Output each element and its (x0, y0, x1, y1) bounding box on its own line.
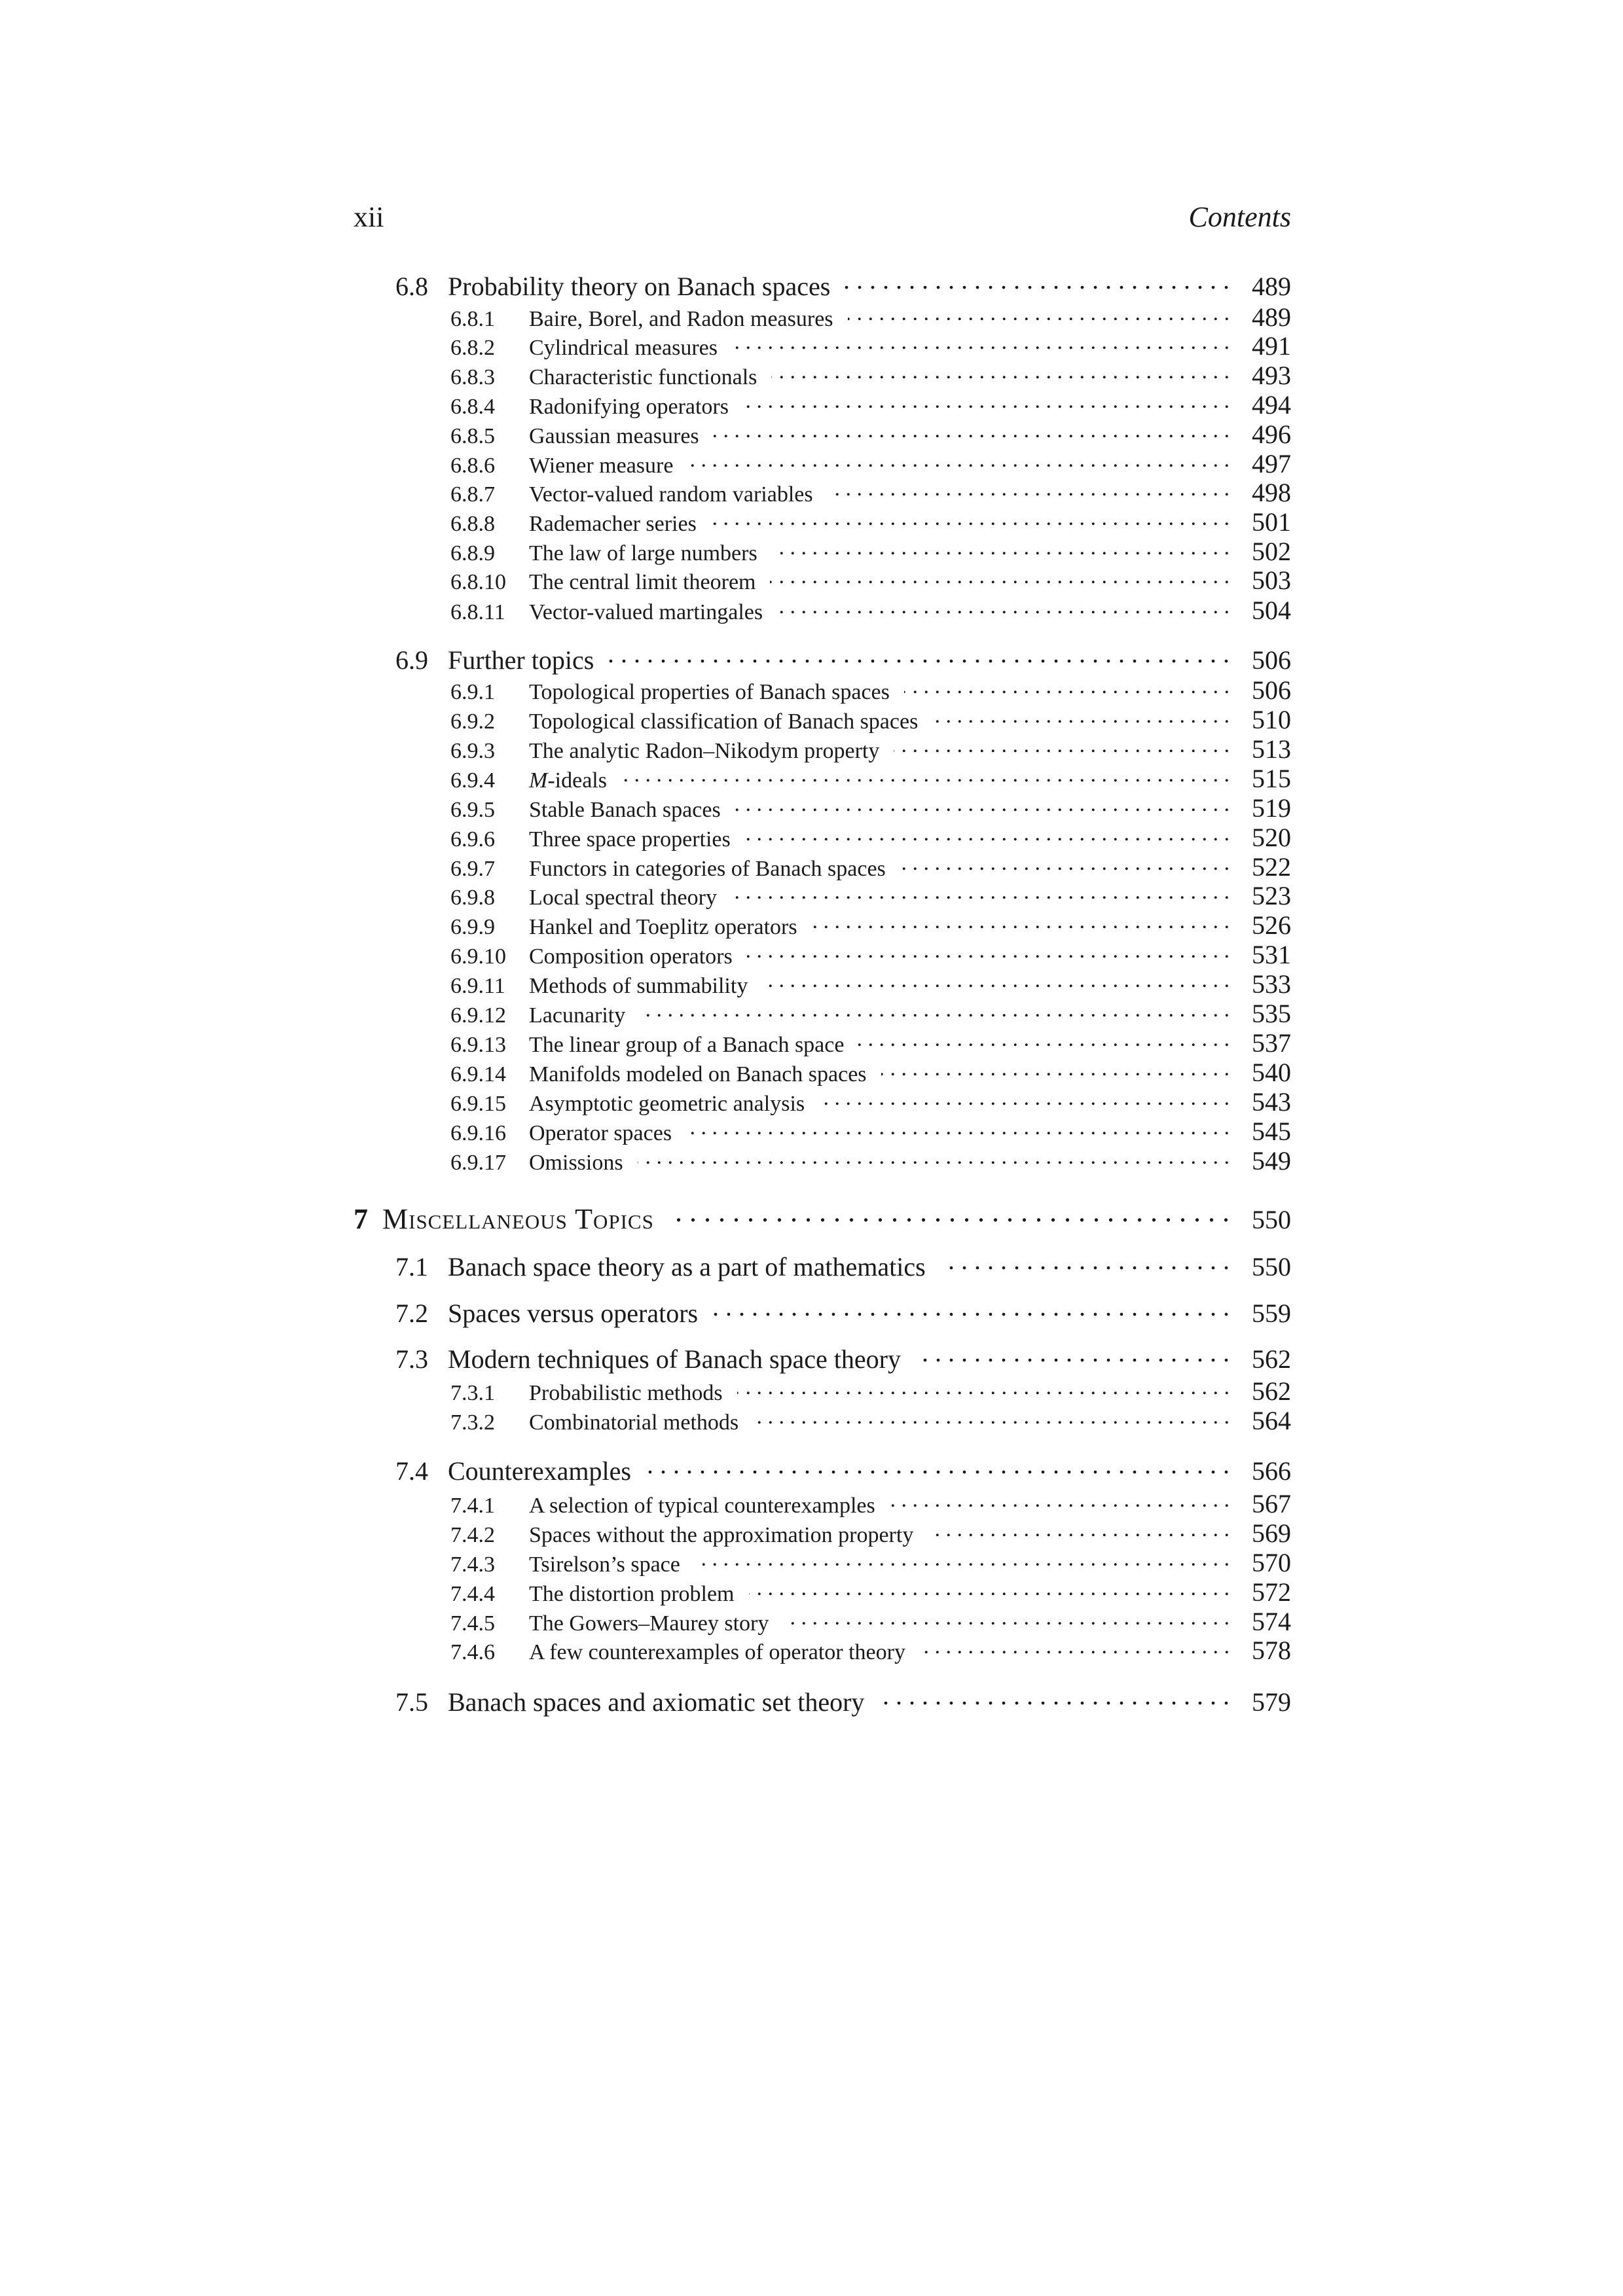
toc-page-number: 562 (1252, 1376, 1291, 1406)
toc-page-number: 519 (1252, 793, 1291, 823)
toc-subsection[interactable] (354, 1517, 1291, 1549)
toc-leader-dots (714, 418, 1230, 443)
toc-leader-dots (819, 1086, 1230, 1111)
toc-subsection[interactable] (354, 939, 1291, 970)
toc-leader-dots (731, 880, 1230, 905)
toc-title: Miscellaneous Topics (382, 1203, 654, 1235)
toc-subsection[interactable] (354, 564, 1291, 596)
toc-chapter[interactable] (354, 1195, 1291, 1236)
toc-number: 6.8.9 (450, 541, 495, 565)
toc-title: Probabilistic methods (529, 1381, 723, 1405)
toc-section[interactable] (354, 1291, 1291, 1329)
toc-subsection[interactable] (354, 359, 1291, 391)
toc-number: 7.1 (395, 1252, 428, 1282)
toc-page-number: 535 (1252, 999, 1291, 1028)
toc-page-number: 515 (1252, 764, 1291, 793)
toc-title: Omissions (529, 1151, 623, 1175)
toc-page-number: 567 (1252, 1489, 1291, 1518)
toc-subsection[interactable] (354, 418, 1291, 450)
toc-number: 6.8.10 (450, 570, 506, 594)
toc-title: Hankel and Toeplitz operators (529, 915, 797, 939)
toc-subsection[interactable] (354, 1115, 1291, 1147)
toc-title: A few counterexamples of operator theory (529, 1640, 905, 1664)
toc-leader-dots (668, 1195, 1230, 1229)
toc-number: 6.9.17 (450, 1151, 506, 1175)
toc-title: Methods of summability (529, 974, 748, 998)
toc-page-number: 543 (1252, 1087, 1291, 1117)
running-header (354, 200, 1291, 237)
toc-number: 7.2 (395, 1299, 428, 1328)
toc-section[interactable] (354, 1337, 1291, 1374)
toc-leader-dots (638, 1145, 1230, 1170)
toc-subsection[interactable] (354, 997, 1291, 1029)
toc-number: 6.9.6 (450, 827, 495, 852)
toc-page-number: 496 (1252, 420, 1291, 449)
toc-subsection[interactable] (354, 704, 1291, 735)
toc-number: 7.4.6 (450, 1640, 495, 1664)
toc-leader-dots (640, 997, 1230, 1022)
toc-subsection[interactable] (354, 389, 1291, 420)
toc-page-number: 526 (1252, 910, 1291, 940)
toc-leader-dots (770, 564, 1230, 589)
toc-subsection[interactable] (354, 909, 1291, 941)
toc-title: The linear group of a Banach space (529, 1033, 845, 1057)
toc-page-number: 569 (1252, 1518, 1291, 1548)
toc-leader-dots (879, 1680, 1230, 1711)
toc-title: Lacunarity (529, 1003, 626, 1028)
toc-page-number: 574 (1252, 1607, 1291, 1636)
toc-leader-dots (812, 909, 1230, 934)
toc-title: Topological classification of Banach spaces (529, 709, 919, 734)
toc-page-number: 549 (1252, 1146, 1291, 1175)
toc-number: 6.9.9 (450, 915, 495, 939)
toc-page-number: 498 (1252, 478, 1291, 507)
toc-page-number: 489 (1252, 272, 1291, 301)
toc-number: 7.5 (395, 1687, 428, 1717)
toc-subsection[interactable] (354, 968, 1291, 999)
toc-page-number: 570 (1252, 1548, 1291, 1577)
toc-title: Spaces without the approximation property (529, 1523, 914, 1547)
toc-title: Composition operators (529, 944, 733, 969)
toc-subsection[interactable] (354, 1576, 1291, 1607)
toc-title: Cylindrical measures (529, 336, 718, 360)
toc-number: 7 (354, 1203, 368, 1235)
toc-title: Rademacher series (529, 512, 697, 536)
toc-page-number: 503 (1252, 565, 1291, 595)
toc-title: The distortion problem (529, 1582, 735, 1606)
toc-leader-dots (608, 638, 1230, 669)
toc-number: 7.4.3 (450, 1552, 495, 1577)
toc-leader-dots (915, 1337, 1230, 1368)
toc-title: The central limit theorem (529, 570, 756, 594)
toc-page-number: 579 (1252, 1687, 1291, 1717)
toc-number: 7.3 (395, 1344, 428, 1374)
toc-subsection[interactable] (354, 821, 1291, 853)
toc-page-number: 506 (1252, 645, 1291, 675)
toc-leader-dots (735, 792, 1230, 817)
toc-page-number: 523 (1252, 881, 1291, 910)
toc-title: Counterexamples (448, 1456, 631, 1486)
toc-leader-dots (932, 704, 1230, 728)
toc-title: Characteristic functionals (529, 365, 757, 389)
toc-title: Asymptotic geometric analysis (529, 1092, 805, 1116)
toc-leader-dots (894, 733, 1230, 758)
toc-page-number: 537 (1252, 1028, 1291, 1058)
toc-number: 7.3.1 (450, 1381, 495, 1405)
toc-subsection[interactable] (354, 1634, 1291, 1666)
toc-leader-dots (920, 1634, 1230, 1659)
toc-title: Baire, Borel, and Radon measures (529, 307, 833, 331)
toc-number: 6.9.3 (450, 739, 495, 763)
toc-title: Banach space theory as a part of mathematics (448, 1252, 926, 1282)
toc-title: Local spectral theory (529, 886, 717, 910)
toc-number: 6.8.2 (450, 336, 495, 360)
toc-number: 7.4 (395, 1456, 428, 1486)
toc-leader-dots (881, 1056, 1230, 1081)
toc-leader-dots (621, 762, 1230, 787)
toc-title: The law of large numbers (529, 541, 757, 565)
toc-title: Spaces versus operators (448, 1299, 699, 1328)
toc-page-number: 510 (1252, 705, 1291, 734)
toc-number: 6.9.2 (450, 709, 495, 734)
toc-leader-dots (848, 301, 1230, 326)
toc-number: 6.8.7 (450, 482, 495, 507)
toc-number: 7.4.5 (450, 1611, 495, 1636)
toc-leader-dots (858, 1027, 1230, 1052)
toc-subsection[interactable] (354, 1145, 1291, 1176)
toc-leader-dots (732, 330, 1230, 355)
toc-title: Gaussian measures (529, 424, 699, 448)
toc-page-number: 562 (1252, 1344, 1291, 1374)
toc-title: Topological properties of Banach spaces (529, 680, 890, 704)
toc-title: Banach spaces and axiomatic set theory (448, 1687, 865, 1717)
toc-leader-dots (890, 1488, 1230, 1513)
toc-title: Wiener measure (529, 454, 674, 478)
toc-number: 6.9.14 (450, 1062, 506, 1086)
toc-number: 6.8.3 (450, 365, 495, 389)
toc-subsection[interactable] (354, 733, 1291, 764)
toc-subsection[interactable] (354, 1488, 1291, 1519)
toc-number: 6.9.11 (450, 974, 505, 998)
toc-subsection[interactable] (354, 506, 1291, 537)
toc-subsection[interactable] (354, 792, 1291, 823)
toc-title: A selection of typical counterexamples (529, 1494, 875, 1518)
toc-leader-dots (646, 1449, 1230, 1480)
toc-subsection[interactable] (354, 1547, 1291, 1578)
toc-leader-dots (900, 851, 1230, 876)
toc-page-number: 522 (1252, 852, 1291, 882)
toc-leader-dots (749, 1576, 1230, 1601)
toc-number: 6.8.6 (450, 454, 495, 478)
toc-number: 6.9.1 (450, 680, 495, 704)
toc-title: Vector-valued martingales (529, 600, 763, 624)
toc-page-number: 501 (1252, 507, 1291, 537)
toc-section[interactable] (354, 1449, 1291, 1486)
toc-subsection[interactable] (354, 674, 1291, 706)
page-number: xii (354, 201, 384, 233)
toc-title: Manifolds modeled on Banach spaces (529, 1062, 867, 1086)
toc-section[interactable] (354, 1245, 1291, 1282)
toc-title: Operator spaces (529, 1121, 672, 1145)
toc-title: The Gowers–Maurey story (529, 1611, 769, 1636)
toc-subsection[interactable] (354, 1605, 1291, 1637)
toc-leader-dots (828, 476, 1230, 501)
toc-leader-dots (928, 1517, 1230, 1542)
toc-number: 6.9.12 (450, 1003, 506, 1028)
toc-subsection[interactable] (354, 851, 1291, 882)
toc-leader-dots (940, 1245, 1230, 1276)
toc-page-number: 520 (1252, 823, 1291, 852)
toc-page-number: 572 (1252, 1577, 1291, 1607)
toc-number: 7.4.4 (450, 1582, 495, 1606)
toc-page-number: 550 (1252, 1205, 1291, 1234)
toc-title: Tsirelson’s space (529, 1552, 680, 1577)
toc-subsection[interactable] (354, 301, 1291, 332)
toc-title: The analytic Radon–Nikodym property (529, 739, 880, 763)
running-title: Contents (1188, 201, 1291, 233)
toc-page-number: 494 (1252, 390, 1291, 420)
toc-title: Modern techniques of Banach space theory (448, 1344, 901, 1374)
toc-page-number: 506 (1252, 675, 1291, 705)
toc-title: Further topics (448, 645, 594, 675)
toc-page-number: 502 (1252, 537, 1291, 566)
toc-leader-dots (753, 1405, 1230, 1429)
toc-subsection[interactable] (354, 762, 1291, 794)
toc-number: 6.9.7 (450, 857, 495, 881)
toc-page-number: 545 (1252, 1117, 1291, 1146)
toc-page-number: 513 (1252, 734, 1291, 764)
toc-subsection[interactable] (354, 1405, 1291, 1436)
toc-subsection[interactable] (354, 1086, 1291, 1117)
toc-number: 6.8.1 (450, 307, 495, 331)
toc-number: 6.8.11 (450, 600, 505, 624)
toc-subsection[interactable] (354, 476, 1291, 508)
toc-leader-dots (711, 506, 1230, 531)
toc-number: 6.8.8 (450, 512, 495, 536)
toc-number: 6.9.16 (450, 1121, 506, 1145)
toc-page-number: 564 (1252, 1406, 1291, 1435)
toc-page-number: 491 (1252, 331, 1291, 361)
toc-section[interactable] (354, 638, 1291, 675)
toc-number: 6.8 (395, 272, 428, 301)
toc-page-number: 550 (1252, 1252, 1291, 1282)
toc-title: Three space properties (529, 827, 731, 852)
toc-page-number: 497 (1252, 449, 1291, 478)
toc-leader-dots (737, 1375, 1230, 1400)
toc-leader-dots (783, 1605, 1230, 1630)
toc-title: Combinatorial methods (529, 1410, 739, 1435)
toc-title: Stable Banach spaces (529, 798, 721, 822)
toc-leader-dots (745, 821, 1230, 846)
toc-leader-dots (777, 594, 1230, 619)
toc-page-number: 533 (1252, 969, 1291, 999)
toc-title: M-ideals (529, 768, 607, 793)
toc-subsection[interactable] (354, 535, 1291, 567)
toc-subsection[interactable] (354, 1056, 1291, 1088)
toc-page-number: 566 (1252, 1456, 1291, 1486)
toc-number: 6.9.13 (450, 1033, 506, 1057)
toc-number: 6.9.10 (450, 944, 506, 969)
toc-number: 6.8.5 (450, 424, 495, 448)
toc-subsection[interactable] (354, 1027, 1291, 1058)
toc-number: 6.9.4 (450, 768, 495, 793)
toc-leader-dots (762, 968, 1230, 993)
toc-leader-dots (743, 389, 1230, 414)
toc-title: Vector-valued random variables (529, 482, 813, 507)
toc-leader-dots (747, 939, 1230, 963)
toc-page-number: 559 (1252, 1299, 1291, 1328)
toc-number: 7.4.2 (450, 1523, 495, 1547)
toc-page-number: 578 (1252, 1636, 1291, 1665)
toc-leader-dots (687, 448, 1230, 473)
toc-leader-dots (695, 1547, 1230, 1571)
toc-number: 6.9 (395, 645, 428, 675)
toc-title: Radonifying operators (529, 395, 729, 419)
toc-leader-dots (772, 535, 1230, 560)
toc-section[interactable] (354, 1680, 1291, 1717)
toc-number: 6.9.15 (450, 1092, 506, 1116)
toc-number: 7.4.1 (450, 1494, 495, 1518)
toc-leader-dots (771, 359, 1230, 384)
toc-subsection[interactable] (354, 448, 1291, 479)
toc-subsection[interactable] (354, 880, 1291, 911)
toc-number: 6.8.4 (450, 395, 495, 419)
toc-section[interactable] (354, 264, 1291, 302)
toc-leader-dots (845, 264, 1230, 295)
toc-leader-dots (904, 674, 1230, 699)
toc-page-number: 540 (1252, 1058, 1291, 1087)
toc-subsection[interactable] (354, 594, 1291, 626)
toc-number: 7.3.2 (450, 1410, 495, 1435)
toc-leader-dots (712, 1291, 1230, 1322)
toc-subsection[interactable] (354, 1375, 1291, 1407)
toc-subsection[interactable] (354, 330, 1291, 361)
toc-number: 6.9.5 (450, 798, 495, 822)
toc-page-number: 493 (1252, 361, 1291, 390)
toc-title: Functors in categories of Banach spaces (529, 857, 886, 881)
toc-leader-dots (686, 1115, 1230, 1140)
toc-title: Probability theory on Banach spaces (448, 272, 831, 301)
toc-page-number: 504 (1252, 596, 1291, 625)
toc-number: 6.9.8 (450, 886, 495, 910)
toc-page-number: 489 (1252, 302, 1291, 332)
toc-page-number: 531 (1252, 940, 1291, 969)
